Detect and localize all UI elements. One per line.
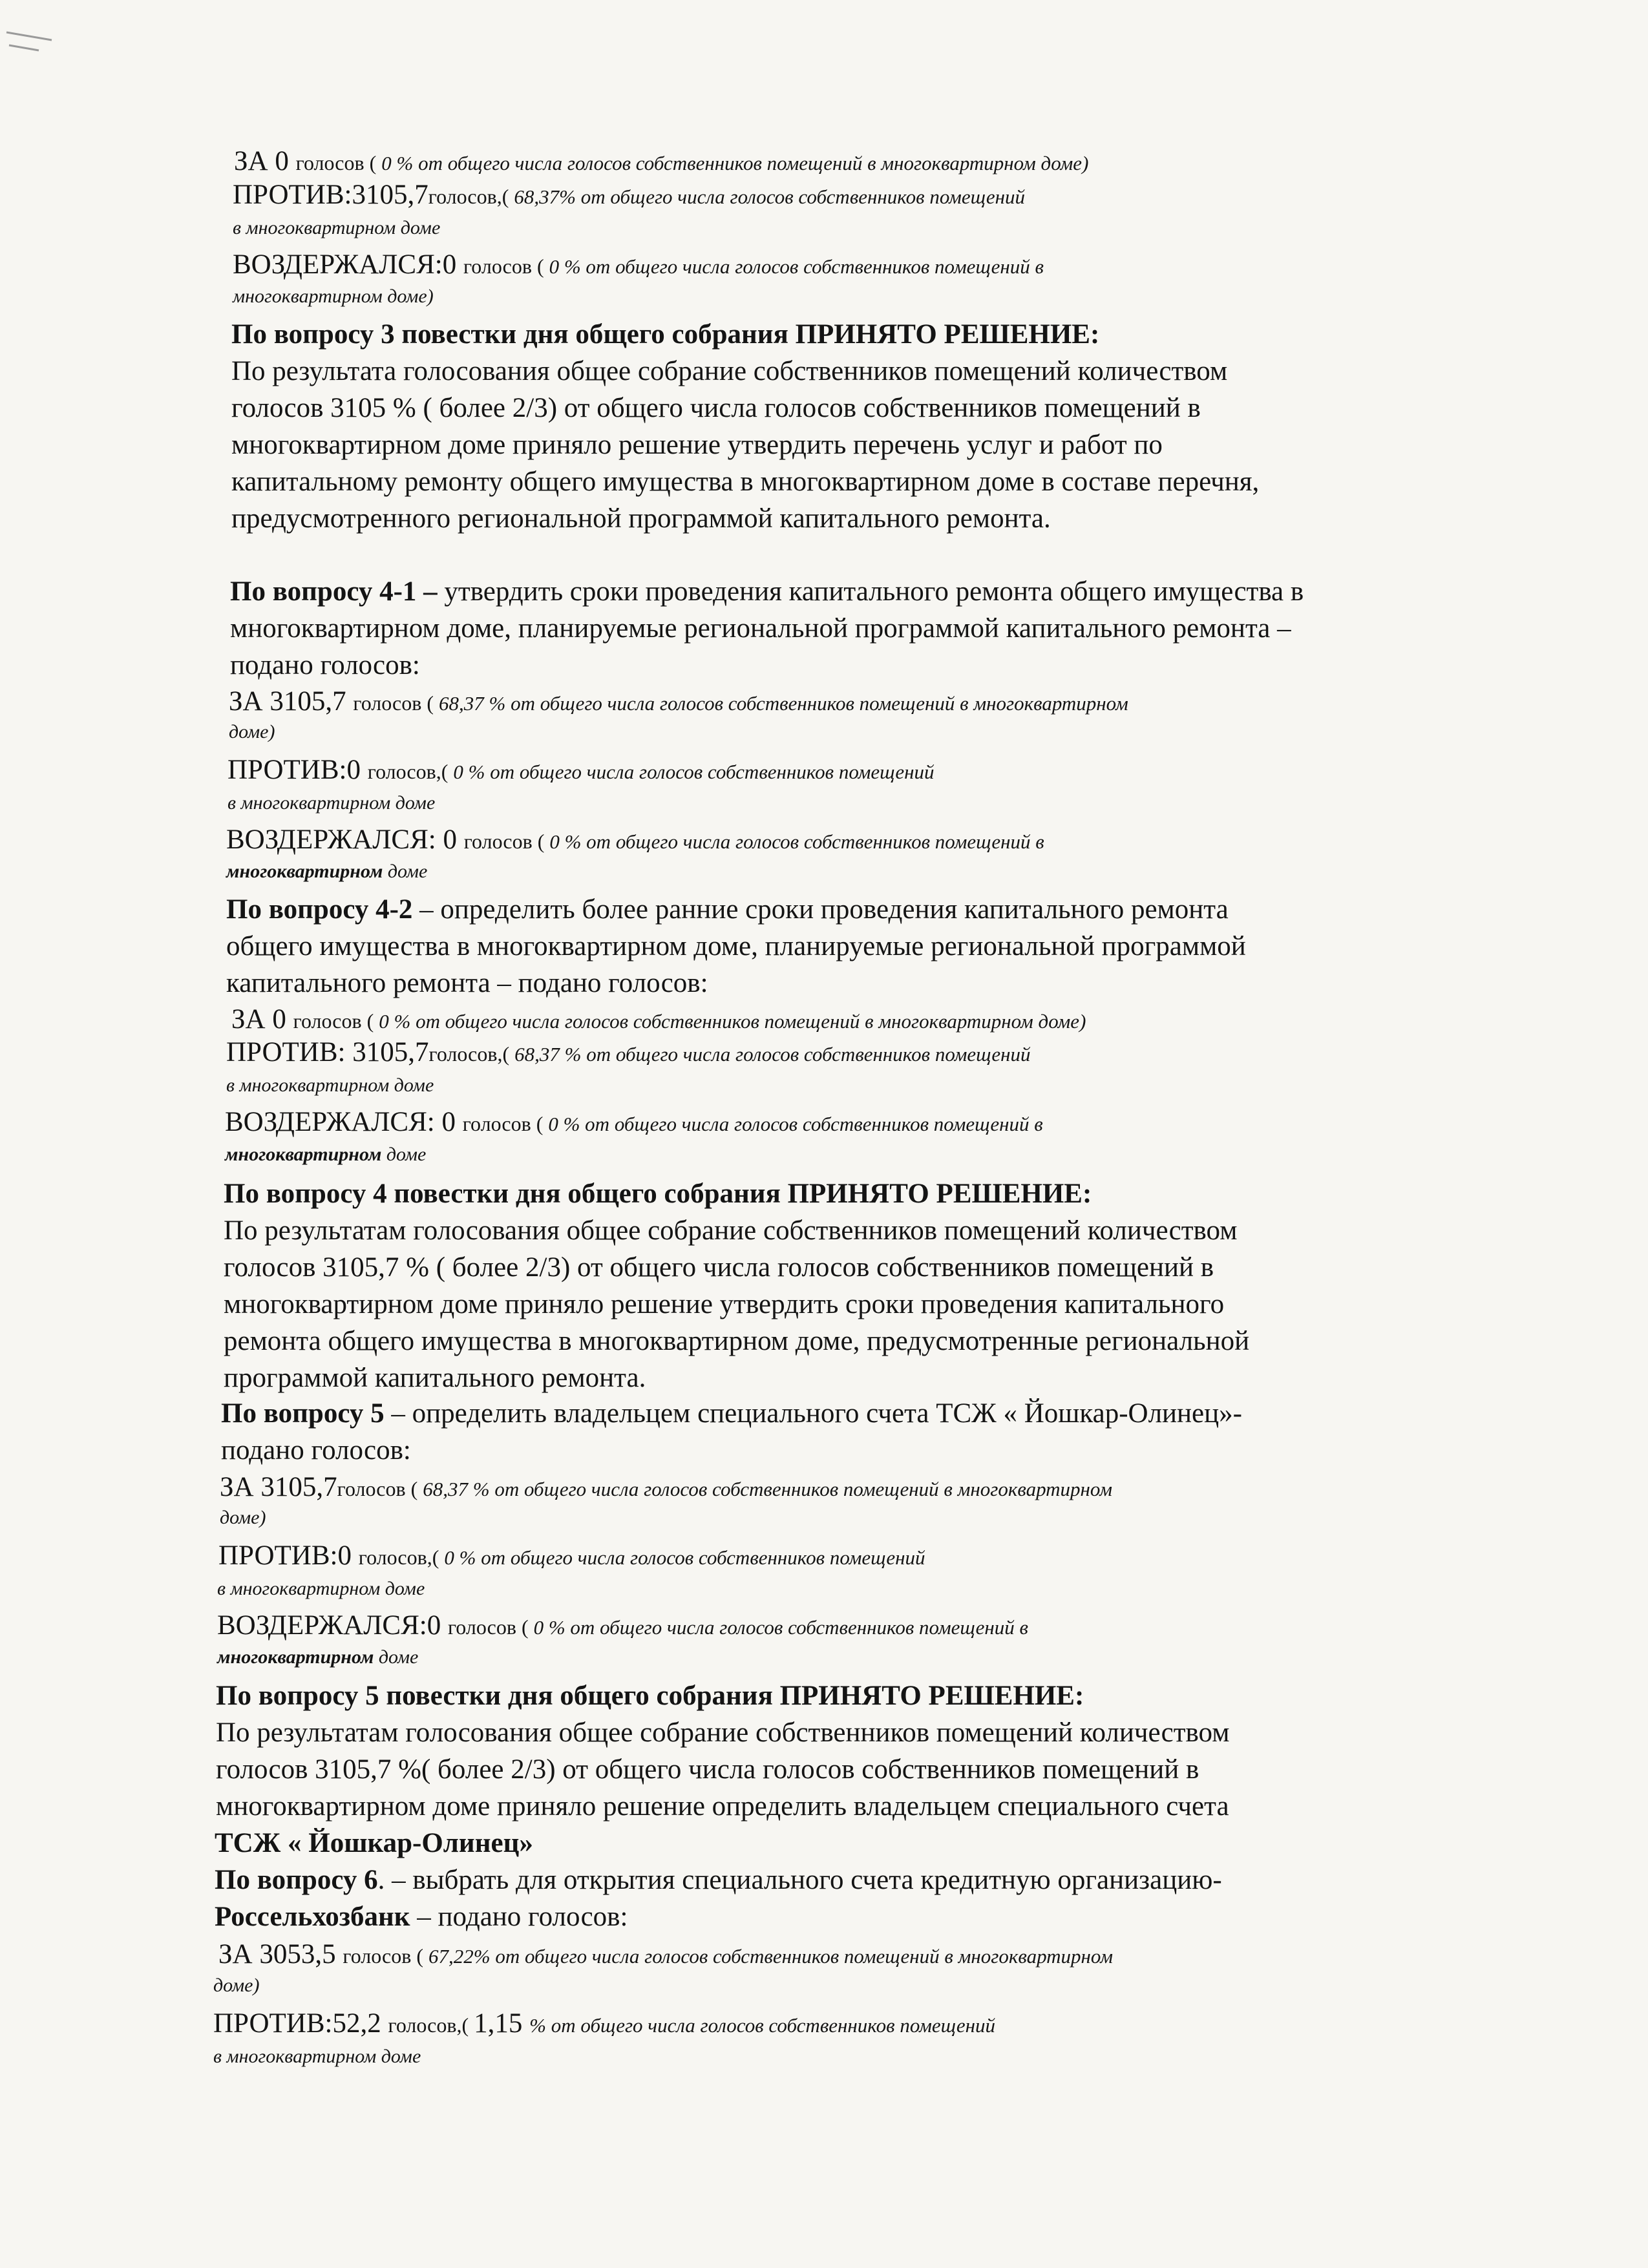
text-line bbox=[221, 1436, 411, 1464]
text-span: ЗА 0 bbox=[231, 1004, 293, 1034]
text-line bbox=[230, 578, 1304, 605]
text-span: – определить более ранние сроки проведения капитального ремонта bbox=[412, 894, 1229, 925]
text-line bbox=[226, 932, 1246, 960]
text-line bbox=[231, 357, 1227, 385]
text-span: голосов ( bbox=[463, 830, 550, 853]
text-span: По вопросу 4-1 – bbox=[230, 576, 445, 607]
text-line bbox=[231, 505, 1051, 532]
text-span: 67,22% от общего числа голосов собственников помещений в многоквартирном bbox=[428, 1945, 1114, 1968]
text-span: 0 % от общего числа голосов собственников помещений в многоквартирном доме) bbox=[381, 152, 1089, 174]
text-span: подано голосов: bbox=[221, 1435, 411, 1465]
text-span: в многоквартирном доме bbox=[226, 1075, 434, 1096]
text-span: голосов 3105 % ( более 2/3) от общего числа голосов собственников помещений в bbox=[231, 393, 1201, 423]
text-span: ВОЗДЕРЖАЛСЯ: 0 bbox=[225, 1107, 463, 1137]
text-span: голосов 3105,7 % ( более 2/3) от общего числа голосов собственников помещений в bbox=[224, 1252, 1214, 1283]
text-span: программой капитального ремонта. bbox=[224, 1363, 646, 1393]
text-span: 68,37 % от общего числа голосов собственников помещений в многоквартирном bbox=[423, 1478, 1113, 1500]
text-span: утвердить сроки проведения капитального ремонта общего имущества в bbox=[444, 576, 1304, 607]
text-line bbox=[226, 1038, 1031, 1066]
text-line bbox=[217, 1648, 418, 1667]
text-span: ЗА 3105,7 bbox=[220, 1472, 337, 1502]
text-span: По вопросу 5 повестки дня общего собрания ПРИНЯТО РЕШЕНИЕ: bbox=[216, 1681, 1084, 1711]
text-line bbox=[226, 896, 1229, 923]
text-span: ТСЖ « Йошкар-Олинец» bbox=[215, 1828, 533, 1858]
text-span: капитального ремонта – подано голосов: bbox=[226, 968, 708, 998]
text-span: 0 % от общего числа голосов собственников помещений bbox=[444, 1546, 925, 1569]
text-line bbox=[216, 1719, 1229, 1747]
text-span: в многоквартирном доме bbox=[213, 2046, 421, 2067]
text-line bbox=[227, 793, 435, 813]
text-span: голосов,( bbox=[367, 760, 454, 783]
text-span: голосов,( bbox=[358, 1546, 445, 1569]
text-line bbox=[226, 969, 708, 997]
text-span: По вопросу 5 bbox=[221, 1398, 385, 1429]
text-line bbox=[213, 1976, 259, 1995]
text-line bbox=[233, 287, 434, 306]
text-span: 0 % от общего числа голосов собственников помещений в многоквартирном доме) bbox=[379, 1010, 1086, 1033]
text-span: доме) bbox=[213, 1975, 260, 1996]
text-span: многоквартирном bbox=[226, 861, 388, 882]
text-span: голосов ( bbox=[462, 1112, 549, 1135]
text-span: доме) bbox=[229, 721, 275, 742]
text-span: голосов ( bbox=[343, 1944, 428, 1968]
text-line bbox=[224, 1290, 1224, 1318]
text-line bbox=[231, 394, 1201, 422]
text-span: 0 % от общего числа голосов собственников помещений bbox=[453, 761, 935, 783]
text-span: многоквартирном доме приняло решение утвердить сроки проведения капитального bbox=[224, 1289, 1225, 1319]
text-line bbox=[224, 1364, 646, 1392]
text-span: ПРОТИВ:3105,7 bbox=[233, 180, 428, 210]
text-line bbox=[229, 722, 275, 742]
text-span: 0 % от общего числа голосов собственников помещений в bbox=[548, 1113, 1043, 1135]
text-span: . – выбрать для открытия специального счета кредитную организацию- bbox=[377, 1865, 1222, 1895]
text-span: голосов ( bbox=[337, 1477, 423, 1500]
text-span: ПРОТИВ: 3105,7 bbox=[226, 1037, 429, 1067]
text-line bbox=[226, 862, 427, 881]
text-span: многоквартирном доме приняло решение утвердить перечень услуг и работ по bbox=[231, 430, 1163, 460]
text-line bbox=[227, 756, 935, 784]
text-line bbox=[229, 688, 1128, 715]
text-span: доме bbox=[378, 1646, 419, 1668]
text-span: голосов,( bbox=[428, 1042, 515, 1066]
text-span: ремонта общего имущества в многоквартирном доме, предусмотренные региональной bbox=[224, 1326, 1250, 1356]
text-line bbox=[213, 2047, 421, 2066]
text-line bbox=[226, 826, 1044, 854]
text-span: голосов ( bbox=[447, 1615, 534, 1639]
text-span: 0 % от общего числа голосов собственников помещений в bbox=[533, 1616, 1028, 1639]
text-span: % от общего числа голосов собственников помещений bbox=[529, 2014, 995, 2037]
text-span: 68,37 % от общего числа голосов собственников помещений bbox=[514, 1043, 1031, 1066]
text-line bbox=[225, 1145, 426, 1164]
text-line bbox=[231, 468, 1259, 496]
text-line bbox=[218, 1542, 925, 1570]
text-line bbox=[216, 1792, 1229, 1820]
text-line bbox=[233, 181, 1025, 209]
text-span: 0 % от общего числа голосов собственников помещений в bbox=[549, 830, 1044, 853]
text-span: По результатам голосования общее собрание собственников помещений количеством bbox=[216, 1717, 1230, 1748]
text-line bbox=[231, 431, 1163, 459]
text-span: По результата голосования общее собрание собственников помещений количеством bbox=[231, 356, 1228, 386]
text-span: ЗА 3105,7 bbox=[229, 686, 354, 717]
text-span: голосов ( bbox=[463, 255, 549, 278]
text-span: ПРОТИВ:0 bbox=[218, 1540, 359, 1571]
text-span: голосов 3105,7 %( более 2/3) от общего числа голосов собственников помещений в bbox=[216, 1754, 1199, 1785]
text-span: доме bbox=[387, 861, 428, 882]
text-span: общего имущества в многоквартирном доме, планируемые региональной программой bbox=[226, 931, 1246, 961]
text-span: доме bbox=[386, 1144, 427, 1165]
text-span: По вопросу 4 повестки дня общего собрания ПРИНЯТО РЕШЕНИЕ: bbox=[224, 1179, 1092, 1209]
text-span: многоквартирном доме, планируемые региональной программой капитального ремонта – bbox=[230, 613, 1291, 644]
text-line bbox=[234, 147, 1088, 175]
text-span: голосов ( bbox=[293, 1009, 379, 1033]
text-line bbox=[215, 1903, 628, 1931]
text-line bbox=[217, 1579, 425, 1599]
text-line bbox=[224, 1254, 1214, 1281]
text-span: ПРОТИВ:52,2 bbox=[213, 2008, 388, 2039]
text-span: По результатам голосования общее собрание собственников помещений количеством bbox=[224, 1215, 1238, 1246]
scan-mark bbox=[0, 26, 71, 65]
text-span: По вопросу 3 повестки дня общего собрания ПРИНЯТО РЕШЕНИЕ: bbox=[231, 319, 1100, 350]
text-span: ПРОТИВ:0 bbox=[227, 755, 368, 785]
text-line bbox=[231, 1005, 1086, 1033]
text-span: многоквартирном доме) bbox=[233, 286, 434, 307]
text-span: ВОЗДЕРЖАЛСЯ:0 bbox=[233, 249, 463, 280]
text-span: в многоквартирном доме bbox=[233, 217, 441, 238]
text-span: ЗА 0 bbox=[234, 146, 296, 176]
text-line bbox=[221, 1400, 1242, 1427]
text-span: ВОЗДЕРЖАЛСЯ:0 bbox=[217, 1610, 448, 1641]
text-span: голосов,( bbox=[388, 2013, 474, 2037]
text-span: 68,37% от общего числа голосов собственников помещений bbox=[514, 185, 1025, 208]
text-span: в многоквартирном доме bbox=[227, 792, 436, 814]
text-span: 68,37 % от общего числа голосов собственников помещений в многоквартирном bbox=[439, 692, 1128, 715]
text-line bbox=[230, 651, 420, 679]
text-span: голосов,( bbox=[428, 185, 514, 208]
text-line bbox=[226, 1076, 434, 1095]
text-span: в многоквартирном доме bbox=[217, 1578, 425, 1599]
text-span: – подано голосов: bbox=[410, 1902, 628, 1932]
text-line bbox=[216, 1756, 1199, 1783]
text-line bbox=[216, 1682, 1084, 1710]
text-span: доме) bbox=[220, 1507, 266, 1528]
text-span: Россельхозбанк bbox=[215, 1902, 410, 1932]
text-span: ВОЗДЕРЖАЛСЯ: 0 bbox=[226, 824, 464, 855]
text-line bbox=[215, 1866, 1222, 1894]
text-line bbox=[231, 320, 1099, 348]
text-span: многоквартирном bbox=[225, 1144, 386, 1165]
text-span: 1,15 bbox=[474, 2008, 530, 2039]
text-line bbox=[218, 1940, 1113, 1968]
text-line bbox=[217, 1612, 1028, 1639]
text-line bbox=[233, 251, 1044, 278]
text-line bbox=[224, 1180, 1092, 1208]
text-span: многоквартирном bbox=[217, 1646, 379, 1668]
text-line bbox=[220, 1473, 1112, 1501]
text-line bbox=[224, 1327, 1249, 1355]
text-span: подано голосов: bbox=[230, 650, 420, 680]
text-span: предусмотренного региональной программой капитального ремонта. bbox=[231, 503, 1051, 534]
text-line bbox=[230, 614, 1291, 642]
text-line bbox=[220, 1508, 266, 1528]
text-line bbox=[233, 218, 440, 238]
text-line bbox=[213, 2010, 995, 2037]
text-span: По вопросу 4-2 bbox=[226, 894, 413, 925]
text-line bbox=[215, 1829, 533, 1857]
text-span: – определить владельцем специального счета ТСЖ « Йошкар-Олинец»- bbox=[384, 1398, 1242, 1429]
text-line bbox=[224, 1217, 1237, 1244]
text-span: голосов ( bbox=[295, 151, 382, 174]
text-span: По вопросу 6 bbox=[215, 1865, 378, 1895]
text-span: капитальному ремонту общего имущества в многоквартирном доме в составе перечня, bbox=[231, 467, 1260, 497]
text-span: ЗА 3053,5 bbox=[218, 1939, 343, 1969]
text-line bbox=[225, 1108, 1043, 1136]
text-span: многоквартирном доме приняло решение определить владельцем специального счета bbox=[216, 1791, 1229, 1822]
text-span: голосов ( bbox=[353, 691, 439, 715]
text-span: 0 % от общего числа голосов собственников помещений в bbox=[549, 255, 1044, 278]
